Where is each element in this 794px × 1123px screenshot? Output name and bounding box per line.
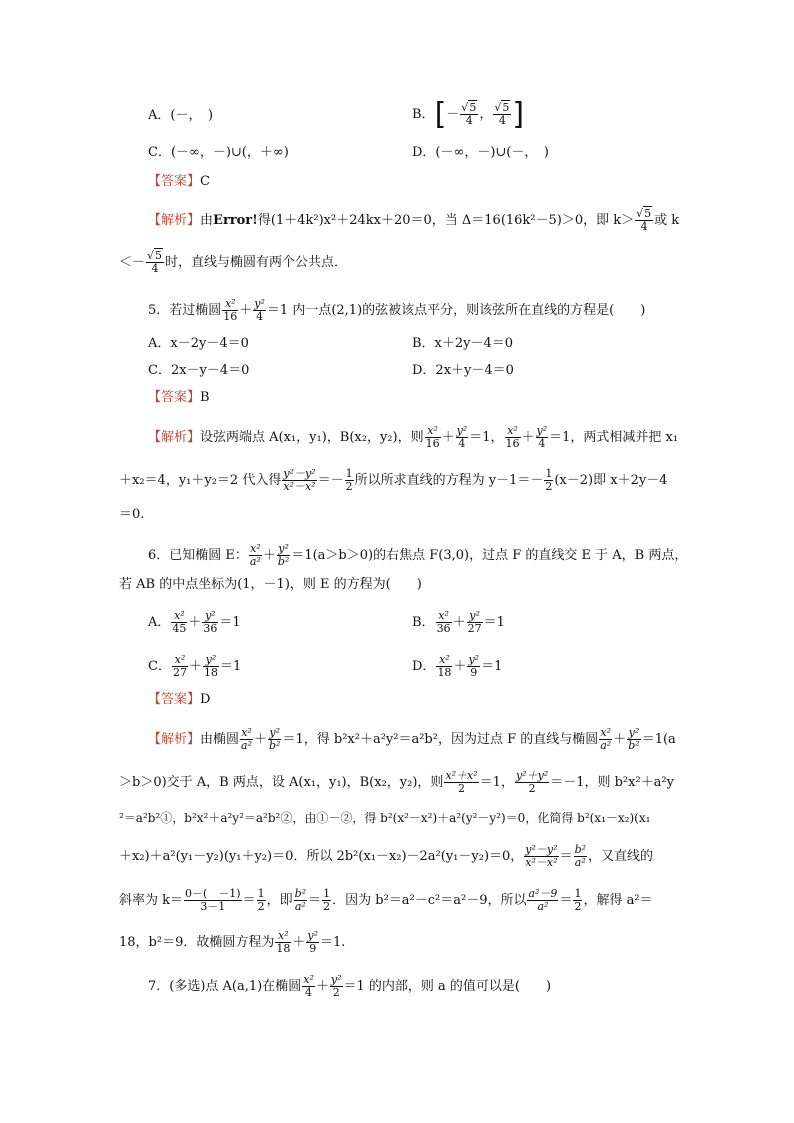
analysis-q6-line1: 【解析】由椭圆 $\frac{\text{x²}}{\text{a²}}$ ＋ $\frac{\text{y²}}{\text{b²}}$ ＝1，得 b²x²＋a²y²＝a²b²，因为过点 F 的直线与椭圆 $\frac{\text{x²}}{\text{a²}}$ ＋ $\frac{\text{y²}}{\text{b²}}$ ＝1(a — [148, 726, 676, 752]
analysis-q6-line6: 18，b²＝9．故椭圆方程为 $\frac{\text{x²}}{18}$ ＋ $\frac{\text{y²}}{9}$ ＝1. — [119, 929, 346, 955]
analysis-q6-line4: ＋x₂)＋a²(y₁－y₂)(y₁＋y₂)＝0．所以 2b²(x₁－x₂)－2a²(y₁－y₂)＝0， $\frac{\text{y²－y²}}{\text{x²－x²}}$ ＝ $\frac{\text{b²}}{\text{a²}}$ ，又直线的 — [119, 843, 654, 869]
question-6-stem-line2: 若 AB 的中点坐标为(1，－1)，则 E 的方程为( ) — [119, 577, 422, 592]
analysis-q5-line1: 【解析】设弦两端点 A(x₁，y₁)，B(x₂，y₂)，则 $\frac{\text{x²}}{16}$ ＋ $\frac{\text{y²}}{4}$ ＝1， $\frac{\text{x²}}{16}$ ＋ $\frac{\text{y²}}{4}$ ＝1，两式相减并把 x₁ — [148, 424, 679, 450]
option-a: A．(－， ) — [148, 108, 214, 123]
analysis-q5-line3: ＝0. — [119, 507, 145, 522]
analysis-q4-line2: ＜－ $\frac{√5}{4}$ 时，直线与椭圆有两个公共点． — [119, 249, 348, 275]
question-6-stem-line1: 6．已知椭圆 E： $\frac{\text{x²}}{\text{a²}}$ ＋ $\frac{\text{y²}}{\text{b²}}$ ＝1(a＞b＞0)的右焦点 F(3,0)，过点 F 的直线交 E 于 A，B 两点， — [148, 542, 688, 568]
option-b: B．[－ $\frac{√5}{4}$ ， $\frac{√5}{4}$ ] — [412, 96, 525, 132]
option-d: D．(－∞，－)∪(－， ) — [412, 145, 549, 160]
answer-q6: 【答案】D — [148, 692, 211, 707]
option-b: B． $\frac{\text{x²}}{36}$ ＋ $\frac{\text{y²}}{27}$ ＝1 — [412, 609, 505, 635]
option-a: A．x－2y－4＝0 — [148, 336, 249, 351]
analysis-q4-line1: 【解析】由Error!得(1＋4k²)x²＋24kx＋20＝0，当 Δ＝16(16k²－5)＞0，即 k＞ $\frac{√5}{4}$ 或 k — [148, 207, 680, 233]
question-7-stem: 7．(多选)点 A(a,1)在椭圆 $\frac{\text{x²}}{4}$ ＋ $\frac{\text{y²}}{2}$ ＝1 的内部，则 a 的值可以是( ) — [148, 973, 552, 999]
option-c: C．2x－y－4＝0 — [148, 363, 250, 378]
analysis-q5-line2: ＋x₂＝4，y₁＋y₂＝2 代入得 $\frac{\text{y²－y²}}{\text{x²－x²}}$ ＝－ $\frac{1}{2}$ 所以所求直线的方程为 y－1＝－ $\frac{1}{2}$ (x－2)即 x＋2y－4 — [119, 467, 668, 493]
option-c: C． $\frac{\text{x²}}{27}$ ＋ $\frac{\text{y²}}{18}$ ＝1 — [148, 653, 242, 679]
analysis-q6-line5: 斜率为 k＝ $\frac{0-( -1)}{3-1}$ ＝ $\frac{1}{2}$ ，即 $\frac{\text{b²}}{\text{a²}}$ ＝ $\frac{1}{2}$ ．因为 b²＝a²－c²＝a²－9，所以 $\frac{\text{a²－9}}{\text{a²}}$ ＝ $\frac{1}{2}$ ，解得 a²＝ — [119, 887, 653, 913]
option-a: A． $\frac{\text{x²}}{45}$ ＋ $\frac{\text{y²}}{36}$ ＝1 — [148, 609, 241, 635]
question-5-stem: 5．若过椭圆 $\frac{\text{x²}}{16}$ ＋ $\frac{\text{y²}}{4}$ ＝1 内一点(2,1)的弦被该点平分，则该弦所在直线的方程是( ) — [148, 297, 646, 323]
option-b: B．x＋2y－4＝0 — [412, 336, 514, 351]
answer-q4: 【答案】C — [148, 174, 210, 189]
analysis-q6-line2: ＞b＞0)交于 A，B 两点，设 A(x₁，y₁)，B(x₂，y₂)，则 $\frac{\text{x²＋x²}}{2}$ ＝1， $\frac{\text{y²＋y²}}{2}$ ＝－1，则 b²x²＋a²y — [119, 769, 674, 795]
option-c: C．(－∞，－)∪(，＋∞) — [148, 145, 289, 160]
answer-q5: 【答案】B — [148, 390, 210, 405]
analysis-q6-line3: ²＝a²b²①，b²x²＋a²y²＝a²b²②，由①－②，得 b²(x²－x²)＋a²(y²－y²)＝0，化简得 b²(x₁－x₂)(x₁ — [119, 811, 651, 825]
option-d: D． $\frac{\text{x²}}{18}$ ＋ $\frac{\text{y²}}{9}$ ＝1 — [412, 653, 503, 679]
option-d: D．2x＋y－4＝0 — [412, 363, 514, 378]
